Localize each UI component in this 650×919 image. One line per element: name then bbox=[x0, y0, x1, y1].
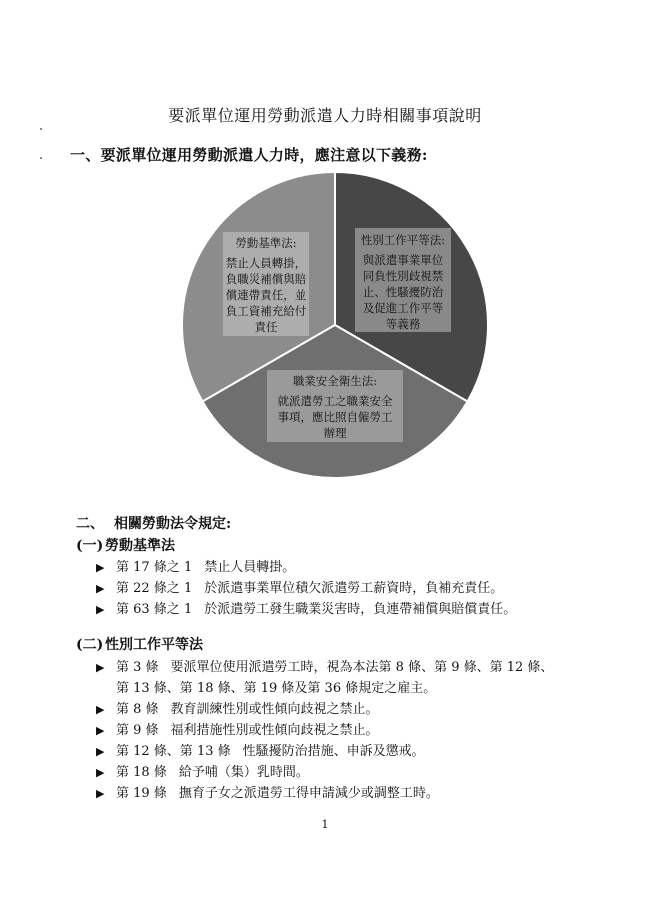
document-title: 要派單位運用勞動派遣人力時相關事項說明 bbox=[168, 106, 482, 125]
subsection-1-title: 勞動基準法 bbox=[105, 538, 175, 554]
pie-text-gender-equality-3: 止、性騷擾防治 bbox=[362, 285, 444, 299]
subsection-gender-equality-heading bbox=[76, 634, 203, 654]
pie-text-labor-standards-1: 禁止人員轉掛， bbox=[225, 256, 307, 270]
scan-speck bbox=[40, 128, 42, 130]
triangle-bullet-icon: ▶ bbox=[96, 661, 105, 674]
article-number: 第 17 條之 1 bbox=[116, 560, 193, 575]
article-number: 第 19 條 bbox=[116, 786, 167, 801]
article-number: 第 8 條 bbox=[116, 702, 159, 717]
subsection-labor-standards-heading bbox=[76, 535, 175, 555]
scan-speck bbox=[40, 157, 42, 159]
triangle-bullet-icon: ▶ bbox=[96, 745, 105, 758]
triangle-bullet-icon: ▶ bbox=[96, 724, 105, 737]
article-text: 於派遣勞工發生職業災害時，負連帶補償與賠償責任。 bbox=[204, 602, 517, 617]
triangle-bullet-icon: ▶ bbox=[96, 582, 105, 595]
article-text: 要派單位使用派遣勞工時，視為本法第 8 條、第 9 條、第 12 條、 bbox=[170, 660, 554, 675]
pie-text-gender-equality-1: 與派遣事業單位 bbox=[362, 253, 444, 267]
section-2-title: 相關勞動法令規定: bbox=[114, 516, 232, 532]
pie-text-occupational-safety-1: 就派遣勞工之職業安全 bbox=[277, 394, 393, 408]
list-item bbox=[96, 656, 553, 675]
triangle-bullet-icon: ▶ bbox=[96, 766, 105, 779]
pie-text-gender-equality-2: 同負性別歧視禁 bbox=[362, 269, 444, 283]
section-2-heading bbox=[76, 513, 231, 533]
article-text: 福利措施性別或性傾向歧視之禁止。 bbox=[170, 723, 379, 738]
list-item bbox=[96, 782, 439, 801]
article-number: 第 9 條 bbox=[116, 723, 159, 738]
article-text: 性騷擾防治措施、申訴及懲戒。 bbox=[242, 744, 425, 759]
triangle-bullet-icon: ▶ bbox=[96, 561, 105, 574]
pie-text-gender-equality-5: 等義務 bbox=[385, 317, 421, 331]
article-number: 第 12 條、第 13 條 bbox=[116, 744, 231, 759]
pie-title-occupational-safety: 職業安全衛生法: bbox=[292, 374, 378, 388]
pie-text-labor-standards-2: 負職災補償與賠 bbox=[225, 272, 307, 286]
pie-text-labor-standards-3: 償連帶責任，並 bbox=[225, 288, 307, 302]
pie-text-occupational-safety-2: 事項，應比照自僱勞工 bbox=[277, 410, 393, 424]
pie-text-gender-equality-4: 及促進工作平等 bbox=[362, 301, 444, 315]
pie-text-labor-standards-5: 責任 bbox=[254, 320, 278, 334]
article-number: 第 3 條 bbox=[116, 660, 159, 675]
list-item bbox=[96, 719, 379, 738]
list-item bbox=[96, 577, 503, 596]
pie-title-gender-equality: 性別工作平等法: bbox=[360, 233, 446, 247]
article-number: 第 18 條 bbox=[116, 765, 167, 780]
list-item bbox=[96, 556, 295, 575]
section-2-number: 二、 bbox=[76, 516, 104, 532]
article-text-continuation: 第 13 條、第 18 條、第 19 條及第 36 條規定之雇主。 bbox=[116, 681, 437, 696]
triangle-bullet-icon: ▶ bbox=[96, 787, 105, 800]
subsection-2-title: 性別工作平等法 bbox=[105, 637, 203, 653]
article-text: 給予哺（集）乳時間。 bbox=[178, 765, 309, 780]
obligations-pie-diagram bbox=[175, 170, 495, 480]
section-1-heading: 一、要派單位運用勞動派遣人力時，應注意以下義務: bbox=[70, 146, 428, 164]
subsection-2-number: (二) bbox=[76, 637, 104, 653]
article-text: 於派遣事業單位積欠派遣勞工薪資時，負補充責任。 bbox=[204, 581, 504, 596]
triangle-bullet-icon: ▶ bbox=[96, 603, 105, 616]
pie-text-labor-standards-4: 負工資補充給付 bbox=[225, 304, 307, 318]
list-item bbox=[96, 598, 516, 617]
page-number: 1 bbox=[321, 818, 329, 831]
subsection-1-number: (一) bbox=[76, 538, 104, 554]
pie-title-labor-standards: 勞動基準法: bbox=[235, 236, 297, 250]
list-item bbox=[96, 698, 379, 717]
article-number: 第 22 條之 1 bbox=[116, 581, 193, 596]
pie-text-occupational-safety-3: 辦理 bbox=[323, 426, 347, 440]
triangle-bullet-icon: ▶ bbox=[96, 703, 105, 716]
list-item bbox=[96, 740, 425, 759]
article-text: 教育訓練性別或性傾向歧視之禁止。 bbox=[170, 702, 379, 717]
article-text: 撫育子女之派遣勞工得申請減少或調整工時。 bbox=[178, 786, 439, 801]
article-number: 第 63 條之 1 bbox=[116, 602, 193, 617]
list-item bbox=[96, 761, 309, 780]
article-text: 禁止人員轉掛。 bbox=[204, 560, 296, 575]
